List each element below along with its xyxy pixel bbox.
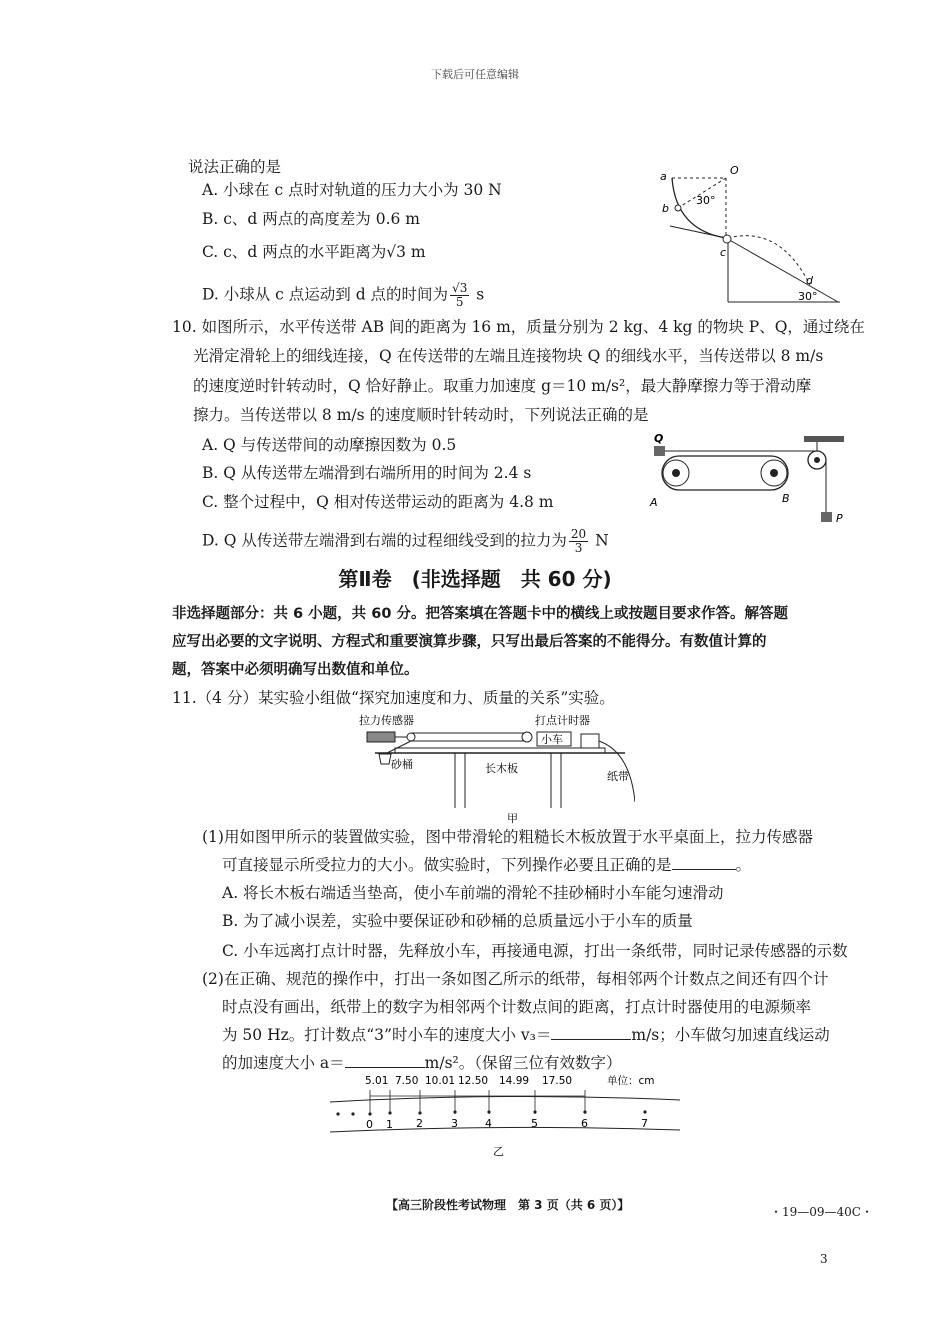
figure-caption-jia: 甲	[507, 812, 518, 824]
point-2: 2	[416, 1117, 423, 1130]
q9-track-figure	[650, 160, 850, 310]
tape-dot	[336, 1112, 339, 1115]
q9-option-d-text: D. 小球从 c 点运动到 d 点的时间为	[202, 285, 449, 304]
tape-dot	[418, 1111, 421, 1114]
q11-part1-option-a: A. 将长木板右端适当垫高，使小车前端的滑轮不挂砂桶时小车能匀速滑动	[222, 884, 724, 902]
header-note: 下载后可任意编辑	[431, 68, 519, 81]
label-b: B	[782, 492, 790, 505]
distance-56: 17.50	[542, 1075, 573, 1087]
movable-pulley	[407, 733, 415, 741]
incline-slope	[726, 238, 838, 302]
q10-conveyor-figure	[640, 430, 850, 535]
footer-exam: 【高三阶段性考试物理 第 3 页（共 6 页）】	[386, 1198, 630, 1212]
distance-34: 12.50	[458, 1075, 489, 1087]
tape-dot	[643, 1110, 646, 1113]
point-4: 4	[485, 1117, 492, 1130]
q10-line-2: 光滑定滑轮上的细线连接，Q 在传送带的左端且连接物块 Q 的细线水平，当传送带以 8 m/s	[193, 347, 824, 365]
q10-option-d-text: D. Q 从传送带左端滑到右端的过程细线受到的拉力为	[202, 531, 567, 550]
q9-option-b: B. c、d 两点的高度差为 0.6 m	[202, 210, 420, 228]
point-1: 1	[386, 1118, 393, 1131]
tape-dot	[487, 1110, 490, 1113]
q10-option-c: C. 整个过程中，Q 相对传送带运动的距离为 4.8 m	[202, 493, 554, 511]
distance-23: 10.01	[425, 1075, 456, 1087]
point-7: 7	[641, 1117, 648, 1130]
q11-part1-line-2	[222, 855, 751, 875]
fraction-numerator: 20	[570, 527, 587, 541]
answer-blank-a[interactable]	[345, 1053, 425, 1068]
ball	[723, 235, 731, 243]
q10-line-1: 10. 如图所示，水平传送带 AB 间的距离为 16 m，质量分别为 2 kg、4 kg 的物块 P、Q，通过绕在	[172, 318, 865, 336]
point-3: 3	[451, 1117, 458, 1130]
label-force-sensor: 拉力传感器	[359, 714, 414, 727]
section-instructions-3: 题，答案中必须明确写出数值和单位。	[172, 662, 419, 678]
tape-dot	[368, 1112, 371, 1115]
fraction-denominator: 5	[455, 295, 464, 309]
q9-option-c: C. c、d 两点的水平距离为√3 m	[202, 243, 426, 261]
q10-line-4: 擦力。当传送带以 8 m/s 的速度顺时针转动时，下列说法正确的是	[193, 406, 649, 424]
fraction-numerator: √3	[452, 281, 468, 295]
block-p	[821, 512, 832, 522]
section-instructions-1: 非选择题部分：共 6 小题，共 60 分。把答案填在答题卡中的横线上或按题目要求作答。解答题	[172, 606, 788, 622]
q11-part2-line-3	[222, 1025, 830, 1045]
distance-45: 14.99	[499, 1075, 530, 1087]
q11-part2-line-1: (2)在正确、规范的操作中，打出一条如图乙所示的纸带，每相邻两个计数点之间还有四个计	[202, 970, 829, 988]
tape-dot	[351, 1112, 354, 1115]
q9-option-d	[202, 282, 484, 309]
fixed-pulley-axle	[814, 457, 820, 463]
q11-part2-line-4b: m/s²。（保留三位有效数字）	[424, 1054, 622, 1072]
tape-dot	[533, 1110, 536, 1113]
label-c: c	[720, 246, 727, 259]
q11-part1-line-1: (1)用如图甲所示的装置做实验，图中带滑轮的粗糙长木板放置于水平桌面上，拉力传感器	[202, 828, 813, 846]
section-instructions-2: 应写出必要的文字说明、方程式和重要演算步骤，只写出最后答案的不能得分。有数值计算的	[172, 634, 767, 650]
q10-line-3: 的速度逆时针转动时，Q 恰好静止。取重力加速度 g＝10 m/s²，最大静摩擦力等于滑动摩	[193, 377, 812, 395]
angle-top: 30°	[696, 194, 716, 207]
tape-top-edge	[330, 1096, 680, 1102]
projectile-path	[728, 236, 810, 285]
unit: s	[476, 285, 485, 304]
q11-part1-line-2-text: 可直接显示所受拉力的大小。做实验时，下列操作必要且正确的是	[222, 856, 672, 874]
answer-blank-v3[interactable]	[551, 1025, 631, 1040]
footer-code: ・19—09—40C・	[770, 1205, 873, 1219]
label-timer: 打点计时器	[535, 714, 590, 727]
point-5: 5	[531, 1117, 538, 1130]
q9-intro: 说法正确的是	[188, 158, 282, 176]
label-a: A	[650, 496, 658, 509]
q11-tape-figure	[325, 1072, 685, 1162]
force-sensor	[367, 732, 395, 742]
label-d: d	[806, 274, 813, 287]
tape-dot	[388, 1111, 391, 1114]
fraction-denominator: 3	[574, 541, 583, 555]
ceiling	[804, 436, 844, 442]
q11-part2-line-2: 时点没有画出，纸带上的数字为相邻两个计数点间的距离，打点计时器使用的电源频率	[222, 998, 812, 1016]
timer	[581, 734, 599, 748]
roller-a-center	[672, 469, 680, 477]
tape-bottom-edge	[330, 1127, 680, 1132]
label-bucket: 砂桶	[391, 758, 413, 771]
q11-part1-end: 。	[735, 856, 752, 874]
distance-12: 7.50	[395, 1075, 419, 1087]
block-q	[654, 446, 665, 456]
q11-part2-line-3a: 为 50 Hz。打计数点“3”时小车的速度大小 v₃＝	[222, 1026, 552, 1044]
ball-b	[675, 205, 681, 211]
roller-b-center	[770, 469, 778, 477]
tape-unit: 单位：cm	[607, 1075, 655, 1087]
section-title: 第Ⅱ卷 (非选择题 共 60 分)	[338, 567, 612, 591]
point-6: 6	[581, 1117, 588, 1130]
board-pulley	[522, 732, 532, 742]
tape-dot	[583, 1110, 586, 1113]
point-0: 0	[366, 1118, 373, 1131]
page-number: 3	[820, 1252, 828, 1266]
q9-option-d-fraction	[450, 282, 469, 309]
answer-blank[interactable]	[672, 855, 736, 870]
q10-option-d	[202, 528, 609, 555]
label-q: Q	[654, 432, 664, 445]
figure-caption-yi: 乙	[493, 1145, 504, 1158]
sand-bucket	[379, 754, 391, 764]
angle-bottom: 30°	[798, 290, 818, 303]
unit: N	[595, 531, 609, 550]
q9-option-a: A. 小球在 c 点时对轨道的压力大小为 30 N	[202, 181, 502, 199]
q11-part1-option-b: B. 为了减小误差，实验中要保证砂和砂桶的总质量远小于小车的质量	[222, 912, 693, 930]
label-tape: 纸带	[607, 770, 629, 783]
q10-option-d-fraction	[569, 528, 588, 555]
distance-01: 5.01	[365, 1075, 389, 1087]
tape-dot	[453, 1110, 456, 1113]
q10-option-a: A. Q 与传送带间的动摩擦因数为 0.5	[202, 436, 457, 454]
q10-option-b: B. Q 从传送带左端滑到右端所用的时间为 2.4 s	[202, 464, 532, 482]
label-a: a	[660, 170, 667, 183]
q11-title: 11.（4 分）某实验小组做“探究加速度和力、质量的关系”实验。	[172, 689, 615, 707]
q11-part2-line-4	[222, 1053, 622, 1073]
q11-apparatus-figure	[355, 712, 635, 824]
q11-part2-line-3b: m/s；小车做匀加速直线运动	[631, 1026, 830, 1044]
label-board: 长木板	[485, 762, 518, 775]
q11-part1-option-c: C. 小车远离打点计时器，先释放小车，再接通电源，打出一条纸带，同时记录传感器的示数	[222, 942, 848, 960]
label-b: b	[662, 202, 669, 215]
q11-part2-line-4a: 的加速度大小 a＝	[222, 1054, 345, 1072]
label-cart: 小车	[541, 733, 563, 746]
label-p: P	[836, 512, 843, 525]
label-o: O	[730, 164, 739, 177]
